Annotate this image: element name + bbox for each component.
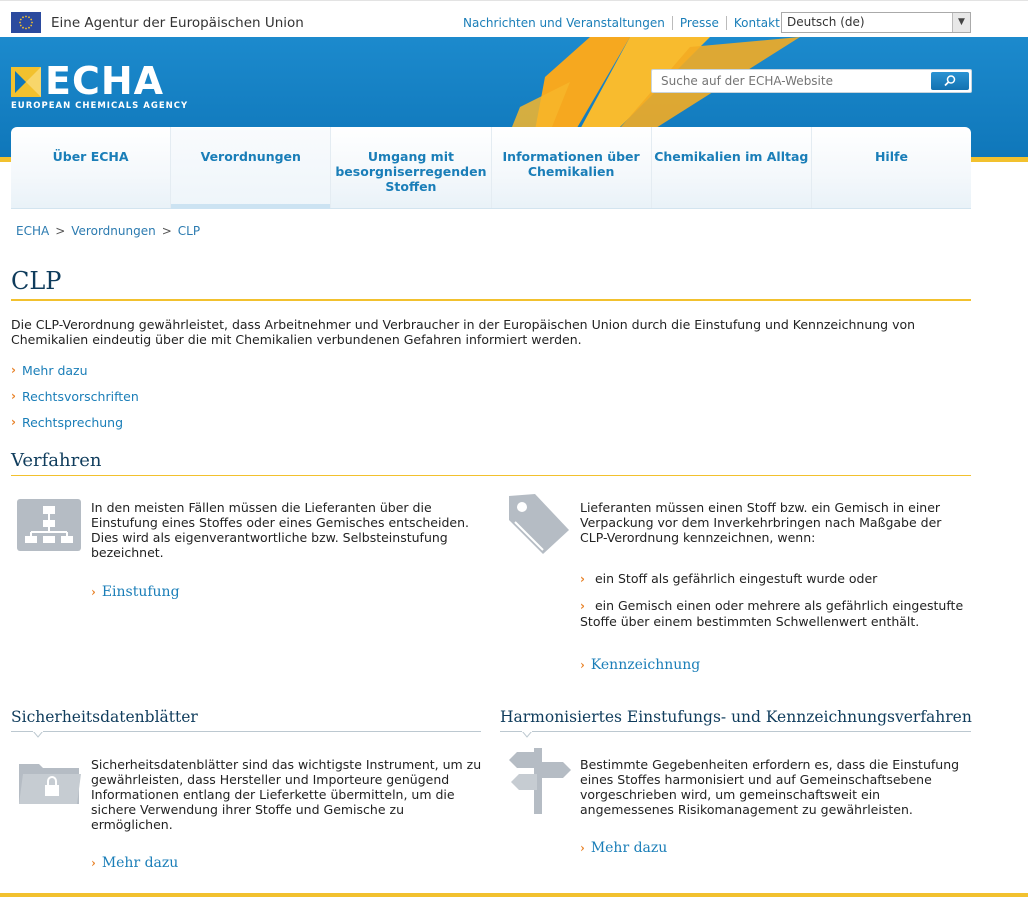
top-links	[463, 16, 787, 30]
section-title-safety-data-sheets: Sicherheitsdatenblätter	[11, 708, 198, 726]
link-more-info[interactable]	[11, 357, 139, 383]
safety-data-sheets-text: Sicherheitsdatenblätter sind das wichtigste Instrument, um zu gewährleisten, dass Hersteller und Importeure genügend Informationen entlang der Lieferkette übermitteln, um die sichere Verwendung ihrer Stoffe und Gemische zu ermöglichen.	[91, 757, 482, 832]
link-press[interactable]: Presse	[672, 16, 726, 30]
link-label: Rechtsvorschriften	[21, 388, 139, 404]
tag-icon	[505, 492, 573, 562]
intro-paragraph: Die CLP-Verordnung gewährleistet, dass Arbeitnehmer und Verbraucher in der Europäischen Union durch die Einstufung und Kennzeichnung von Chemikalien eindeutig über die mit Chemikalien verbundenen Gefahren informiert werden.	[11, 317, 916, 347]
nav-item-substances-of-concern[interactable]: Umgang mit besorgniserregenden Stoffen	[331, 127, 491, 208]
chevron-right-icon: ›	[11, 415, 16, 429]
chevron-right-icon: ›	[580, 599, 585, 613]
chevron-right-icon: ›	[580, 841, 585, 855]
bullet-item	[580, 598, 975, 629]
section-title-procedures: Verfahren	[11, 450, 102, 471]
logo-text: ECHA	[45, 59, 165, 103]
language-value: Deutsch (de)	[787, 15, 865, 29]
top-bar	[0, 0, 1028, 37]
chevron-right-icon: ›	[11, 363, 16, 377]
org-chart-icon	[17, 499, 81, 555]
echa-logo-icon	[11, 67, 41, 97]
link-case-law[interactable]	[11, 409, 139, 435]
title-divider	[11, 299, 971, 301]
breadcrumb-clp[interactable]: CLP	[177, 224, 201, 238]
language-select[interactable]	[781, 12, 971, 33]
divider-notch	[33, 731, 43, 738]
logo-subtitle: EUROPEAN CHEMICALS AGENCY	[11, 101, 189, 111]
nav-item-regulations[interactable]: Verordnungen	[171, 127, 331, 208]
eu-flag-icon	[11, 12, 41, 33]
link-news-events[interactable]: Nachrichten und Veranstaltungen	[463, 16, 665, 30]
bullet-text: ein Stoff als gefährlich eingestuft wurde oder	[594, 571, 878, 586]
breadcrumb: ECHA > Verordnungen > CLP	[16, 224, 201, 238]
link-harmonised-more[interactable]	[580, 840, 667, 856]
link-labelling[interactable]	[580, 657, 700, 673]
breadcrumb-echa[interactable]: ECHA	[16, 224, 50, 238]
nav-item-information-on-chemicals[interactable]: Informationen über Chemikalien	[492, 127, 652, 208]
section-title-harmonised-classification: Harmonisiertes Einstufungs- und Kennzeichnungsverfahren	[500, 708, 972, 726]
nav-item-help[interactable]: Hilfe	[874, 149, 908, 164]
link-label: Mehr dazu	[590, 840, 668, 856]
nav-item-chemicals-daily-life[interactable]: Chemikalien im Alltag	[652, 127, 812, 208]
link-label: Rechtsprechung	[21, 414, 124, 430]
chevron-right-icon: ›	[580, 658, 585, 672]
section-divider	[11, 475, 971, 476]
section-divider	[11, 731, 481, 732]
procedures-left-text: In den meisten Fällen müssen die Lieferanten über die Einstufung eines Stoffes oder eines Gemisches entscheiden. Dies wird als eigenverantwortliche bzw. Selbsteinstufung bezeichnet.	[91, 500, 469, 560]
breadcrumb-regulations[interactable]: Verordnungen	[71, 224, 156, 238]
bottom-accent-line	[0, 893, 1028, 897]
chevron-right-icon: ›	[91, 856, 96, 870]
nav-item-about[interactable]: Über ECHA	[11, 127, 171, 208]
bullet-item	[580, 571, 970, 587]
chevron-right-icon: ›	[580, 572, 585, 586]
link-sds-more[interactable]	[91, 855, 178, 871]
link-label: Mehr dazu	[21, 362, 88, 378]
link-label: Mehr dazu	[101, 855, 179, 871]
signpost-icon	[507, 748, 573, 818]
agency-text: Eine Agentur der Europäischen Union	[51, 15, 304, 31]
link-contact[interactable]: Kontakt	[726, 16, 787, 30]
search-input[interactable]	[652, 70, 932, 92]
intro-links	[11, 357, 139, 435]
link-label: Kennzeichnung	[590, 657, 701, 673]
link-legislation[interactable]	[11, 383, 139, 409]
section-divider	[500, 731, 971, 732]
chevron-right-icon: ›	[11, 389, 16, 403]
link-label: Einstufung	[101, 584, 180, 600]
procedures-right-text: Lieferanten müssen einen Stoff bzw. ein Gemisch in einer Verpackung vor dem Inverkehrbringen nach Maßgabe der CLP-Verordnung kennzeichnen, wenn:	[580, 500, 942, 545]
chevron-down-icon[interactable]: ▼	[952, 13, 970, 32]
bullet-text: ein Gemisch einen oder mehrere als gefährlich eingestufte Stoffe über einem bestimmten Schwellenwert enthält.	[580, 598, 964, 629]
search-button[interactable]	[931, 72, 969, 90]
folder-lock-icon	[17, 758, 83, 812]
link-classification[interactable]	[91, 584, 180, 600]
page-title: CLP	[11, 267, 62, 295]
chevron-right-icon: ›	[91, 585, 96, 599]
main-nav	[11, 127, 971, 209]
divider-notch	[522, 731, 532, 738]
harmonised-text: Bestimmte Gegebenheiten erfordern es, dass die Einstufung eines Stoffes harmonisiert und auf Gemeinschaftsebene vorgeschrieben wird, um gemeinschaftsweit ein angemessenes Risikomanagement zu gewährleisten.	[580, 757, 960, 817]
search-icon	[931, 72, 969, 90]
search-box	[651, 69, 972, 93]
